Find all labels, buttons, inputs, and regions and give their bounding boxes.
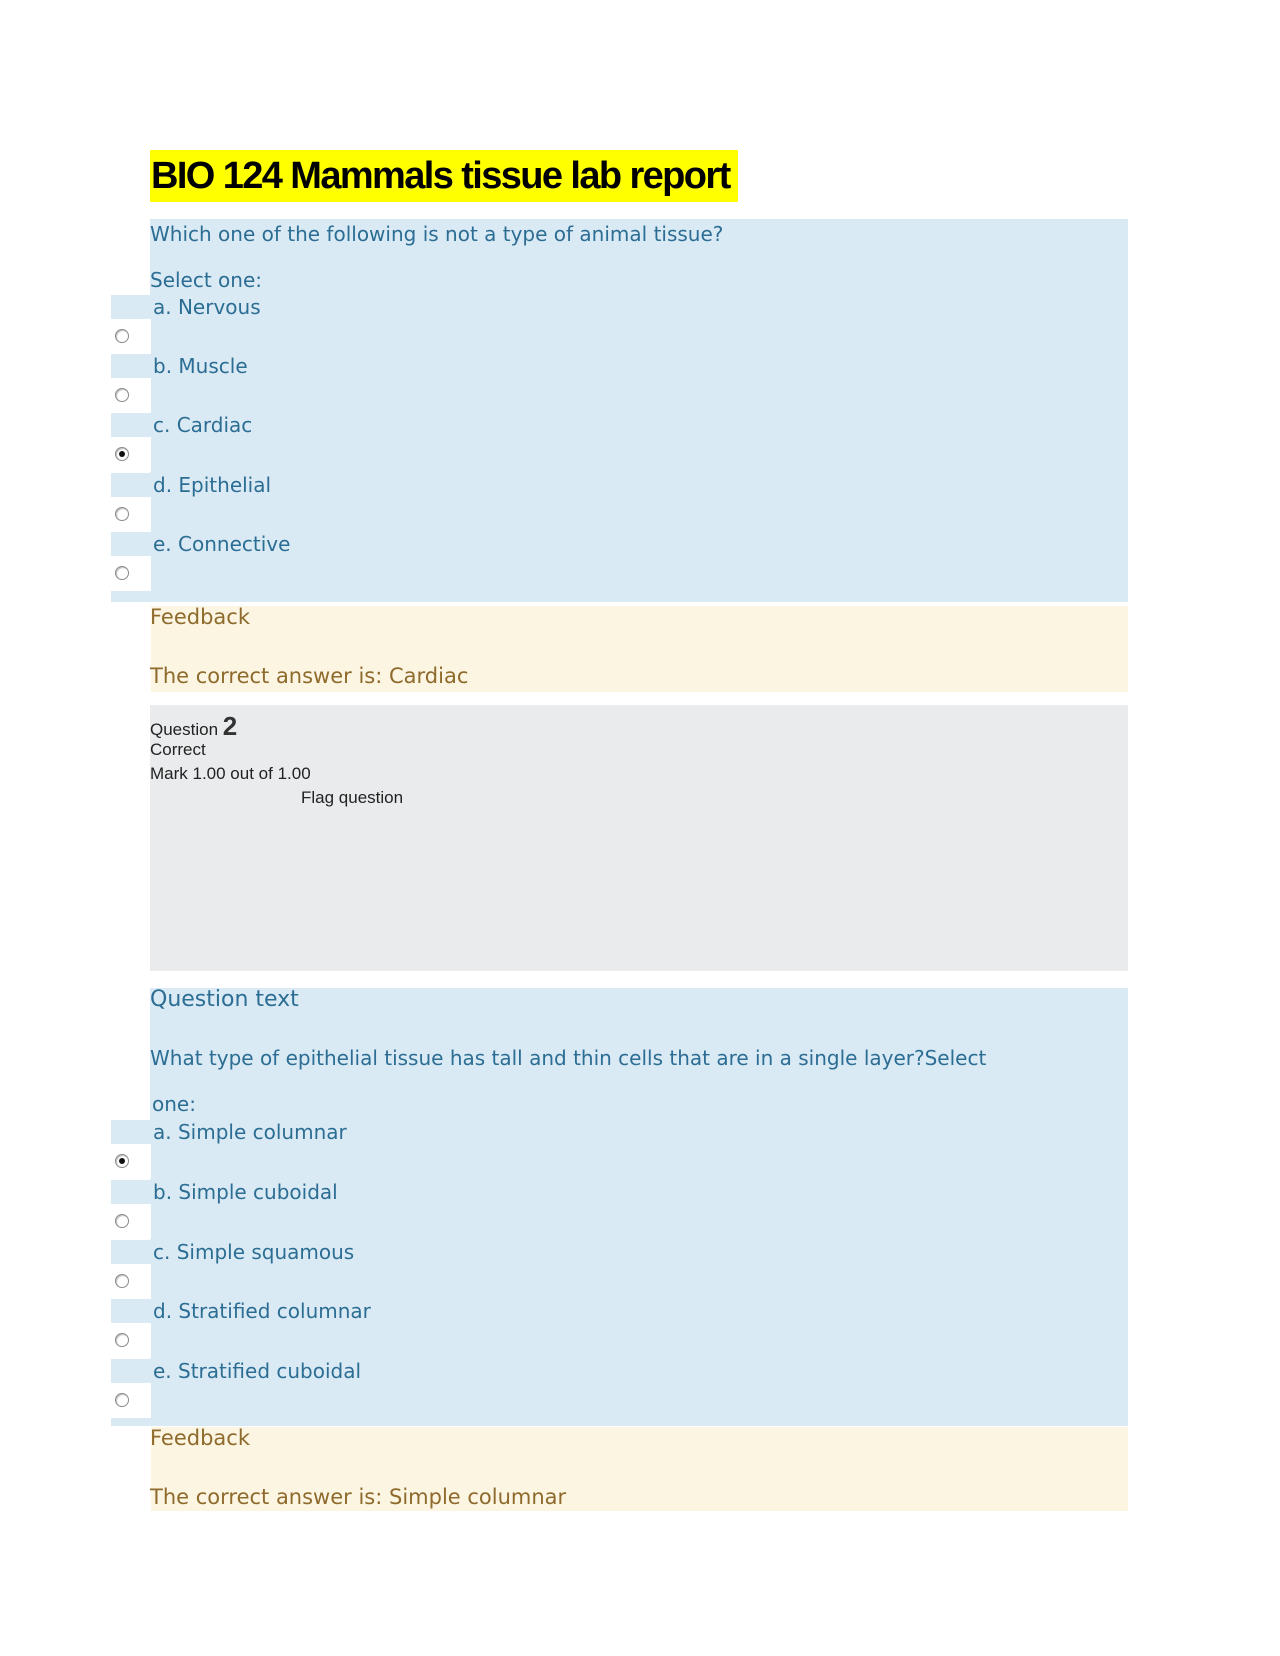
q1-option-strip	[111, 473, 151, 497]
q2-option-d-label[interactable]: d. Stratified columnar	[153, 1299, 371, 1323]
q1-option-d-radio[interactable]	[115, 507, 129, 521]
flag-question-link[interactable]: Flag question	[301, 788, 404, 807]
q1-option-b-label[interactable]: b. Muscle	[153, 354, 248, 378]
q2-feedback-heading: Feedback	[150, 1426, 251, 1450]
q2-question-word: Question	[150, 720, 219, 739]
q1-option-a-radio[interactable]	[115, 329, 129, 343]
q2-option-strip	[111, 1240, 151, 1264]
q1-option-strip	[111, 532, 151, 556]
q2-option-strip	[111, 1359, 151, 1383]
q1-option-e-radio[interactable]	[115, 566, 129, 580]
q2-option-b-radio[interactable]	[115, 1214, 129, 1228]
q2-option-c-radio[interactable]	[115, 1274, 129, 1288]
q2-mark: Mark 1.00 out of 1.00	[150, 764, 311, 783]
q2-option-strip	[111, 1180, 151, 1204]
q2-option-c-label[interactable]: c. Simple squamous	[153, 1240, 355, 1264]
q1-feedback-heading: Feedback	[150, 605, 251, 629]
q1-option-strip	[111, 354, 151, 378]
q2-option-e-radio[interactable]	[115, 1393, 129, 1407]
q2-option-d-radio[interactable]	[115, 1333, 129, 1347]
q2-option-strip	[111, 1120, 151, 1144]
q1-option-strip	[111, 413, 151, 437]
q2-option-strip	[111, 1418, 151, 1426]
q1-option-d-label[interactable]: d. Epithelial	[153, 473, 272, 497]
q1-select-label: Select one:	[150, 268, 263, 292]
q2-option-b-label[interactable]: b. Simple cuboidal	[153, 1180, 338, 1204]
q2-question-text: What type of epithelial tissue has tall and thin cells that are in a single layer?Select	[150, 1046, 987, 1070]
q2-feedback-answer: The correct answer is: Simple columnar	[150, 1485, 567, 1509]
q1-option-a-label[interactable]: a. Nervous	[153, 295, 261, 319]
q1-question-block	[150, 219, 1128, 602]
q1-option-e-label[interactable]: e. Connective	[153, 532, 291, 556]
q1-option-c-label[interactable]: c. Cardiac	[153, 413, 253, 437]
q2-number-line	[150, 711, 237, 742]
q1-option-strip	[111, 295, 151, 319]
q2-option-a-label[interactable]: a. Simple columnar	[153, 1120, 347, 1144]
q1-option-b-radio[interactable]	[115, 388, 129, 402]
q2-heading: Question text	[150, 987, 299, 1012]
document-title: BIO 124 Mammals tissue lab report	[150, 150, 738, 202]
q1-option-strip	[111, 591, 151, 602]
q2-info-box	[150, 705, 1128, 971]
q2-status: Correct	[150, 740, 206, 759]
q2-select-label: one:	[152, 1092, 196, 1116]
q1-feedback-answer: The correct answer is: Cardiac	[150, 664, 469, 688]
q2-question-number: 2	[222, 711, 238, 741]
q2-option-a-radio[interactable]	[115, 1154, 129, 1168]
q1-question-text: Which one of the following is not a type of animal tissue?	[150, 222, 724, 246]
q2-option-e-label[interactable]: e. Stratified cuboidal	[153, 1359, 362, 1383]
q2-option-strip	[111, 1299, 151, 1323]
q1-option-c-radio[interactable]	[115, 447, 129, 461]
